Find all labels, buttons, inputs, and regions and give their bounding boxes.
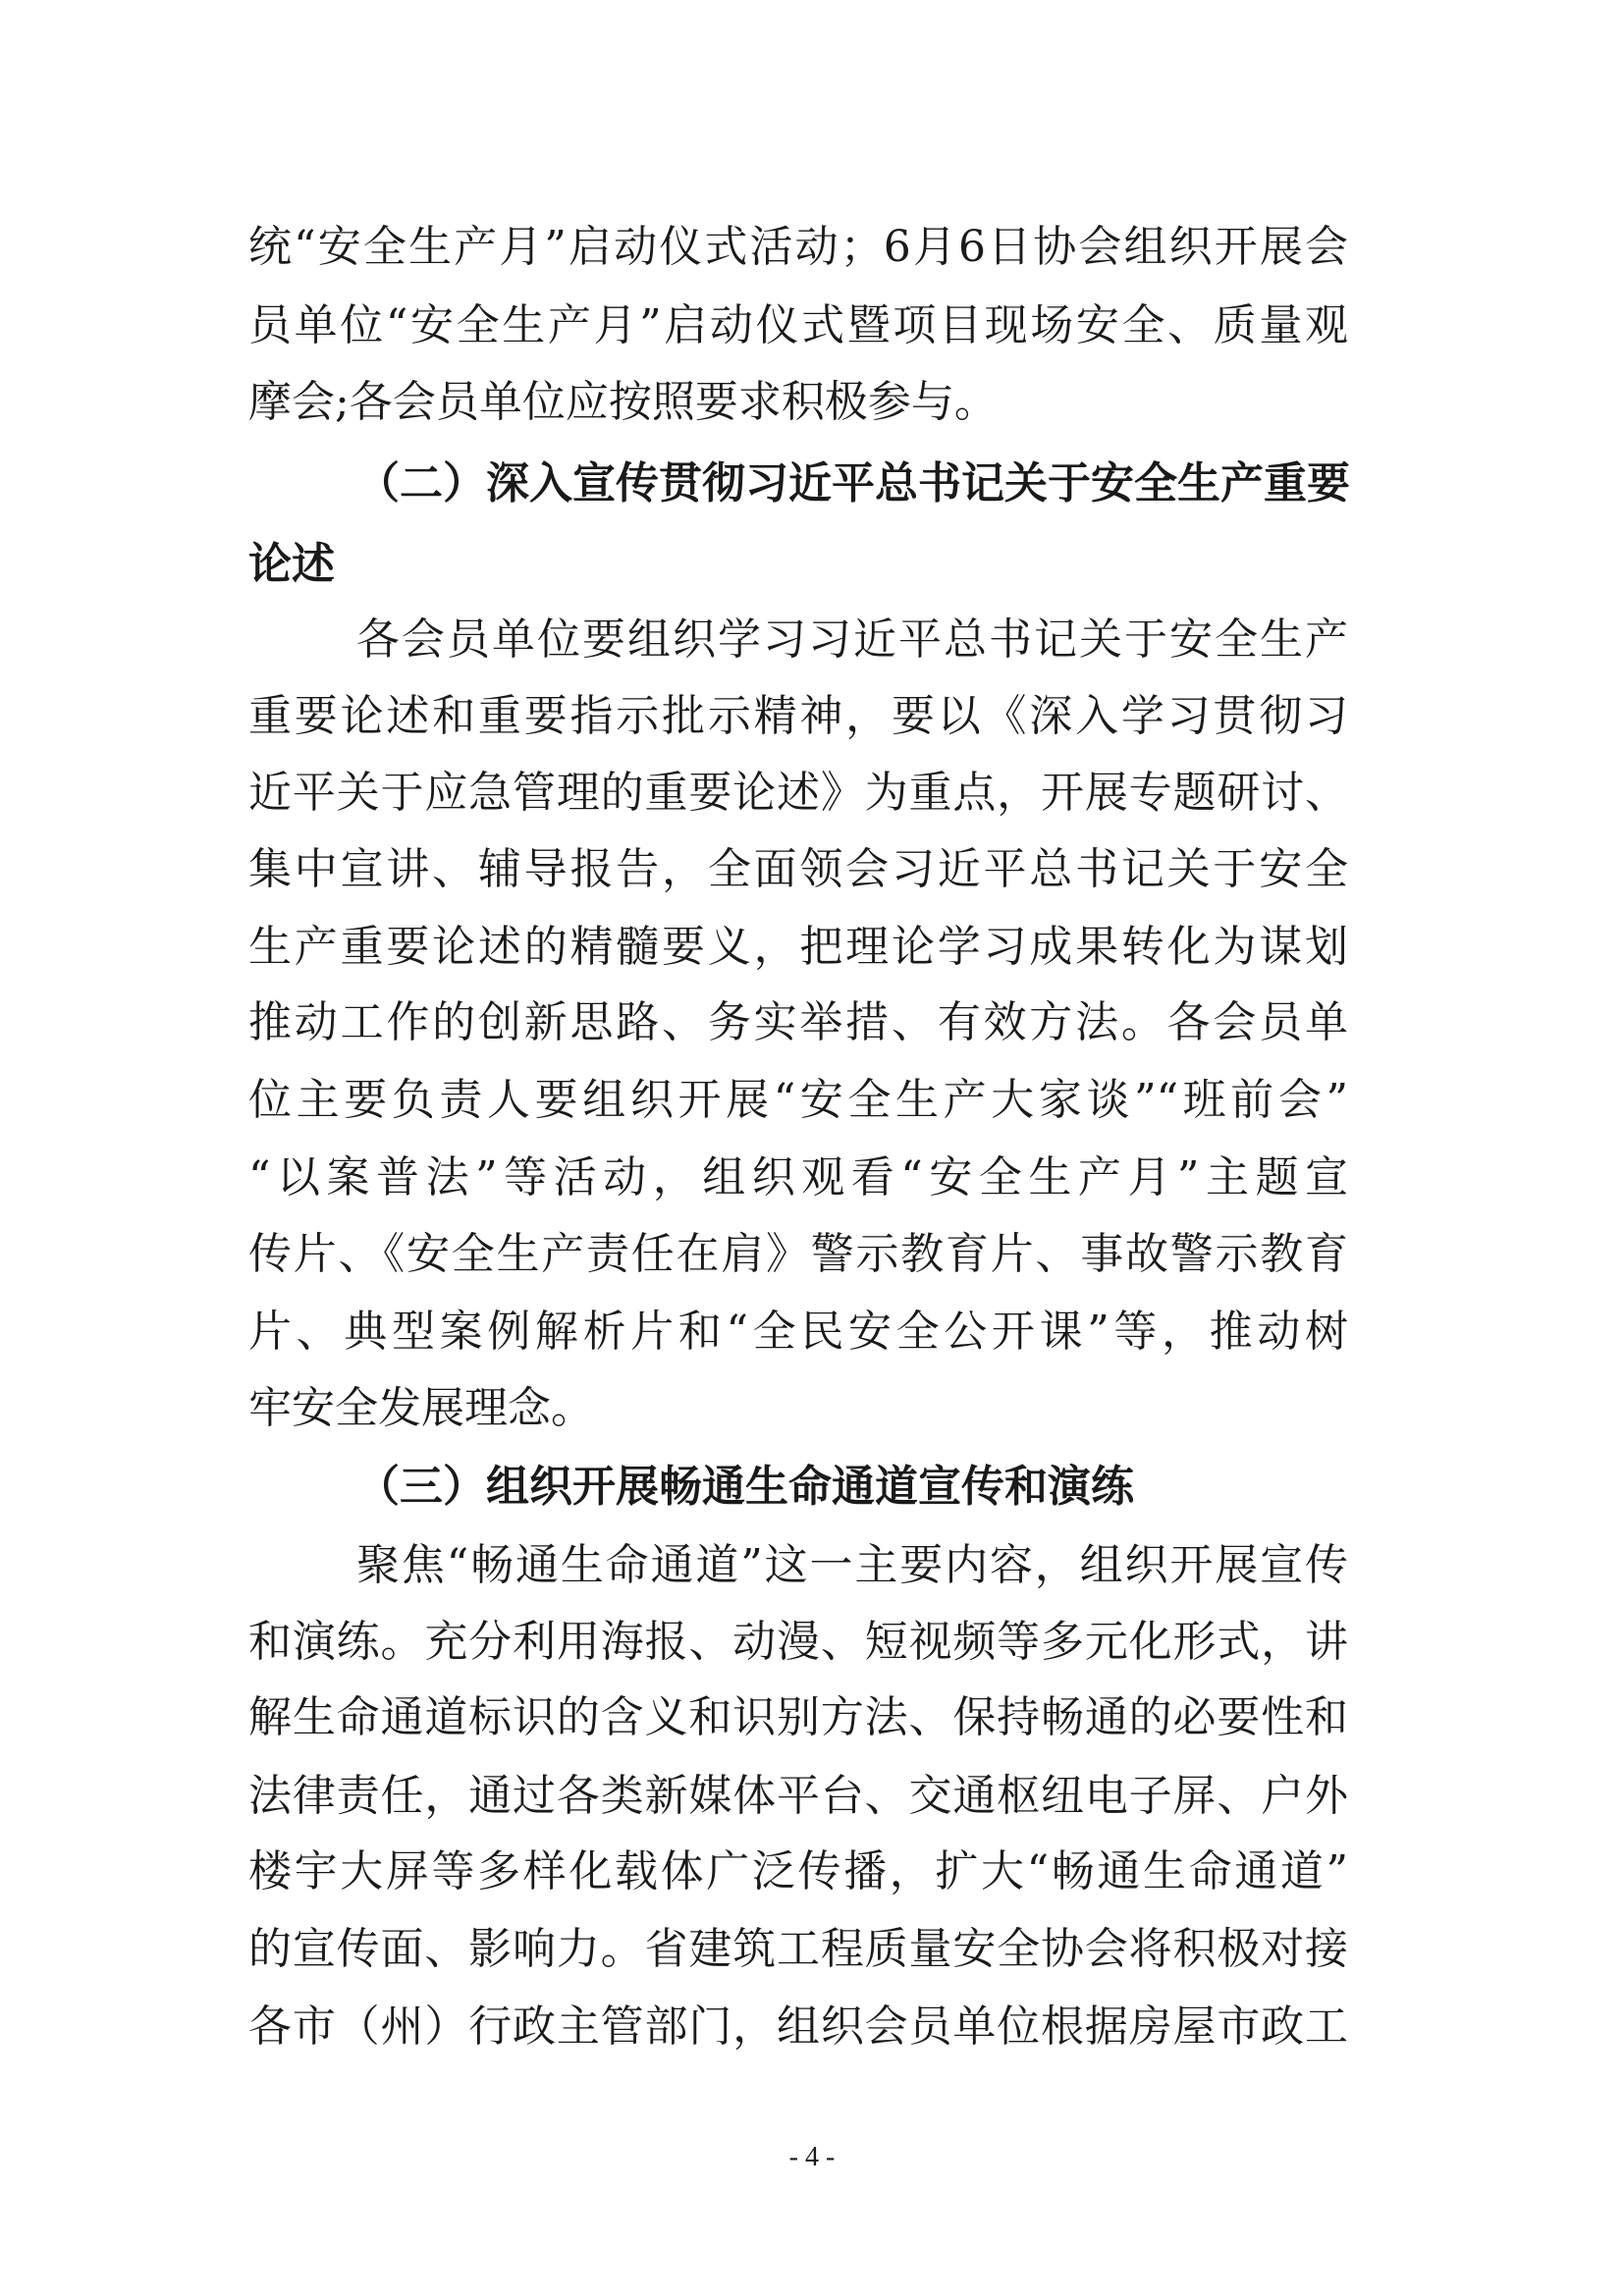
- body-text-line: 各会员单位要组织学习习近平总书记关于安全生产: [356, 614, 1348, 665]
- body-text-line: 的宣传面、影响力。省建筑工程质量安全协会将积极对接: [248, 1924, 1348, 1974]
- section-heading-3: （三）组织开展畅通生命通道宣传和演练: [356, 1462, 1134, 1512]
- body-text-line: 近平关于应急管理的重要论述》为重点，开展专题研讨、: [248, 768, 1348, 818]
- body-text-line: 聚焦“畅通生命通道”这一主要内容，组织开展宣传: [356, 1540, 1348, 1590]
- page-number: - 4 -: [788, 2142, 836, 2172]
- body-text-line: 重要论述和重要指示批示精神，要以《深入学习贯彻习: [248, 691, 1348, 741]
- body-text-line: 牢安全发展理念。: [248, 1383, 594, 1433]
- body-text-line: 推动工作的创新思路、务实举措、有效方法。各会员单: [248, 997, 1348, 1047]
- body-text-line: 解生命通道标识的含义和识别方法、保持畅通的必要性和: [248, 1692, 1348, 1742]
- body-text-line: 生产重要论述的精髓要义，把理论学习成果转化为谋划: [248, 922, 1348, 972]
- body-text-line: 和演练。充分利用海报、动漫、短视频等多元化形式，讲: [248, 1617, 1348, 1667]
- body-text-line: 片、典型案例解析片和“全民安全公开课”等，推动树: [248, 1307, 1348, 1357]
- body-text-line: 楼宇大屏等多样化载体广泛传播，扩大“畅通生命通道”: [248, 1846, 1348, 1896]
- body-text-line: 员单位“安全生产月”启动仪式暨项目现场安全、质量观: [248, 300, 1348, 350]
- body-text-line: 法律责任，通过各类新媒体平台、交通枢纽电子屏、户外: [248, 1771, 1348, 1821]
- body-text-line: 传片、《安全生产责任在肩》警示教育片、事故警示教育: [248, 1229, 1348, 1279]
- body-text-line: 位主要负责人要组织开展“安全生产大家谈”“班前会”: [248, 1075, 1348, 1125]
- section-heading-2: （二）深入宣传贯彻习近平总书记关于安全生产重要: [356, 458, 1350, 508]
- body-text-line: 集中宣讲、辅导报告，全面领会习近平总书记关于安全: [248, 844, 1348, 894]
- body-text-line: 统“安全生产月”启动仪式活动；6月6日协会组织开展会: [248, 222, 1348, 272]
- body-text-line: 各市（州）行政主管部门，组织会员单位根据房屋市政工: [248, 2002, 1348, 2052]
- body-text-line: 摩会;各会员单位应按照要求积极参与。: [248, 377, 998, 427]
- section-heading-2-continued: 论述: [248, 539, 335, 589]
- body-text-line: “以案普法”等活动，组织观看“安全生产月”主题宣: [248, 1152, 1348, 1202]
